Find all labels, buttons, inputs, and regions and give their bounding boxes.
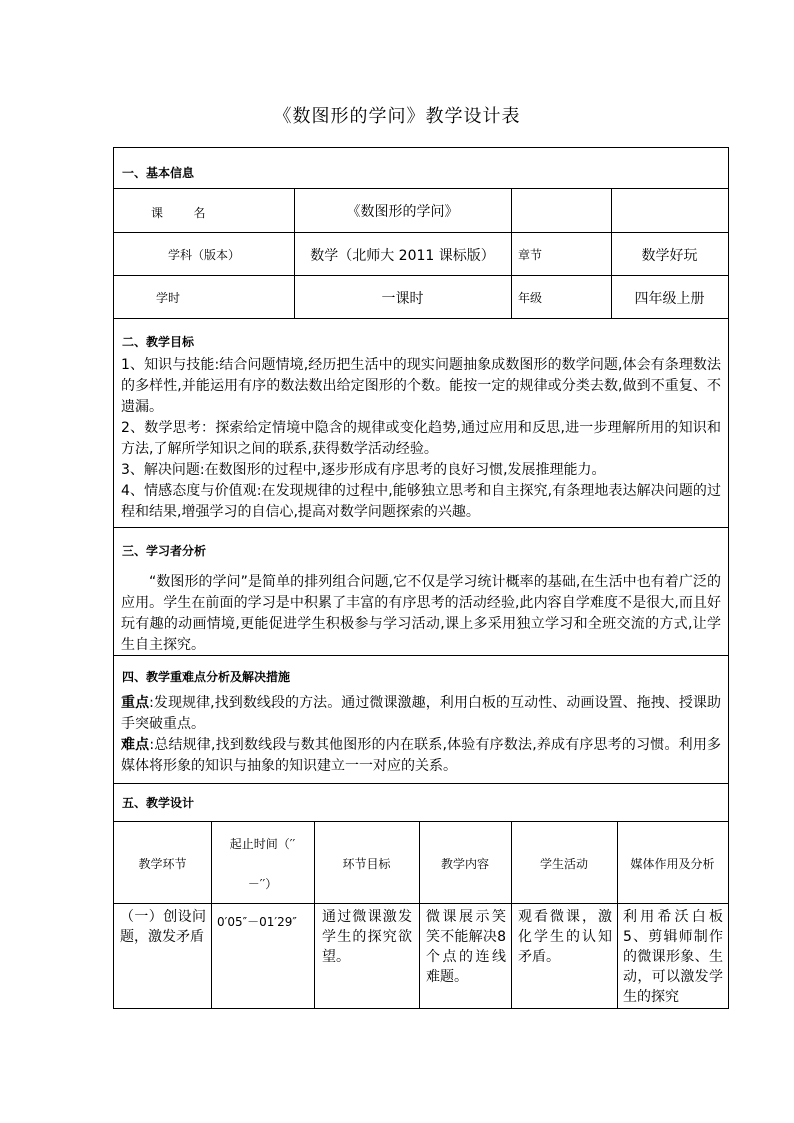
section-divider xyxy=(114,655,728,656)
chapter-label: 章节 xyxy=(518,248,543,262)
teaching-goal-item: 4、情感态度与价值观:在发现规律的过程中,能够独立思考和自主探究,有条理地表达解决问题的过程和结果,增强学习的自信心,提高对数学问题探索的兴趣。 xyxy=(121,483,721,520)
learner-analysis-text: “数图形的学问”是简单的排列组合问题,它不仅是学习统计概率的基础,在生活中也有着广泛的应用。学生在前面的学习是中积累了丰富的有序思考的活动经验,此内容自学难度不是很大,而且好玩有趣的动画情境,更能促进学生积极参与学习活动,课上多采用独立学习和全班交流的方式,让学生自主探究。 xyxy=(121,574,721,653)
section-teaching-goals-heading: 二、教学目标 xyxy=(122,335,195,349)
table-cell-time: 0′05″－01′29″ xyxy=(217,915,297,929)
teaching-goal-item: 3、解决问题:在数图形的过程中,逐步形成有序思考的良好习惯,发展推理能力。 xyxy=(121,462,606,478)
section-divider xyxy=(114,527,728,528)
subject-label: 学科（版本） xyxy=(167,248,240,262)
section-learner-analysis-heading: 三、学习者分析 xyxy=(122,544,207,558)
key-point-label: 重点 xyxy=(121,695,150,711)
course-name-value: 《数图形的学问》 xyxy=(346,204,459,220)
row-divider xyxy=(114,275,728,276)
column-divider xyxy=(511,821,512,1008)
key-points-text xyxy=(121,693,721,777)
table-cell-goal: 通过微课激发学生的探究欲望。 xyxy=(322,909,412,965)
section-divider xyxy=(114,783,728,784)
grade-value: 四年级上册 xyxy=(634,291,705,307)
header-content: 教学内容 xyxy=(440,857,489,871)
column-divider xyxy=(511,188,512,318)
row-divider xyxy=(114,821,728,822)
teaching-goal-item: 1、知识与技能:结合问题情境,经历把生活中的现实问题抽象成数图形的数学问题,体会有条理数法的多样性,并能运用有序的数法数出给定图形的个数。能按一定的规律或分类去数,做到不重复、不遗漏。 xyxy=(121,357,721,415)
lesson-plan-table xyxy=(113,147,729,1009)
teaching-goals-list xyxy=(121,355,721,523)
header-time-bottom: －′′） xyxy=(247,877,278,891)
table-cell-activity: 观看微课，激化学生的认知矛盾。 xyxy=(518,909,612,965)
column-divider xyxy=(617,821,618,1008)
subject-value: 数学（北师大 2011 课标版） xyxy=(310,248,495,264)
column-divider xyxy=(294,188,295,318)
section-teaching-design-heading: 五、教学设计 xyxy=(122,796,195,810)
difficult-point-text: :总结规律,找到数线段与数其他图形的内在联系,体验有序数法,养成有序思考的习惯。利用多媒体将形象的知识与抽象的知识建立一一对应的关系。 xyxy=(121,737,722,774)
column-divider xyxy=(611,188,612,318)
header-media: 媒体作用及分析 xyxy=(630,857,715,871)
row-divider xyxy=(114,903,728,904)
section-key-points-heading: 四、教学重难点分析及解决措施 xyxy=(122,670,291,684)
header-activity: 学生活动 xyxy=(539,857,588,871)
chapter-value: 数学好玩 xyxy=(641,248,698,264)
header-time-top: 起止时间（′′ xyxy=(229,837,296,851)
document-title: 《数图形的学问》教学设计表 xyxy=(273,106,521,127)
section-divider xyxy=(114,318,728,319)
grade-label: 年级 xyxy=(518,291,543,305)
row-divider xyxy=(114,232,728,233)
difficult-point-label: 难点 xyxy=(121,737,150,753)
section-basic-info-heading: 一、基本信息 xyxy=(122,166,195,180)
column-divider xyxy=(419,821,420,1008)
class-hours-value: 一课时 xyxy=(381,291,424,307)
teaching-goal-item: 2、数学思考：探索给定情境中隐含的规律或变化趋势,通过应用和反思,进一步理解所用的知识和方法,了解所学知识之间的联系,获得数学活动经验。 xyxy=(121,420,721,457)
header-goal: 环节目标 xyxy=(342,857,391,871)
course-name-label: 课 名 xyxy=(151,206,206,220)
table-cell-media: 利用希沃白板5、剪辑师制作的微课形象、生动，可以激发学生的探究 xyxy=(623,909,723,1005)
header-stage: 教学环节 xyxy=(138,857,187,871)
class-hours-label: 学时 xyxy=(156,291,181,305)
table-cell-stage: （一）创设问题，激发矛盾 xyxy=(120,909,206,945)
column-divider xyxy=(314,821,315,1008)
table-cell-content: 微课展示笑笑不能解决8个点的连线难题。 xyxy=(426,909,506,985)
key-point-text: :发现规律,找到数线段的方法。通过微课激趣，利用白板的互动性、动画设置、拖拽、授课助手突破重点。 xyxy=(121,695,722,732)
row-divider xyxy=(114,188,728,189)
